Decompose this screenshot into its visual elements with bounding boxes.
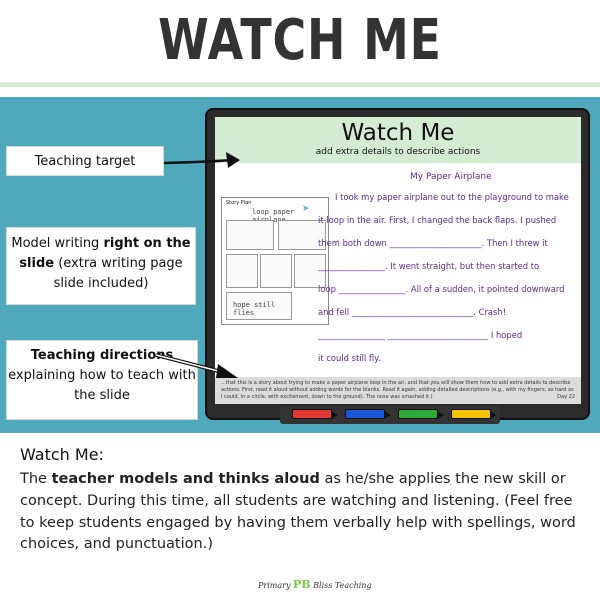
paper-airplane-icon: ➤: [302, 204, 310, 214]
callout-teaching-target: [6, 146, 164, 176]
callout-model-prefix: Model writing: [11, 236, 104, 251]
section-body-prefix: The: [20, 471, 52, 487]
marker-icon: [345, 409, 385, 419]
brand-logo: [258, 578, 372, 591]
callout-directions-rest: explaining how to teach with the slide: [8, 368, 196, 404]
section-body-bold: teacher models and thinks aloud: [51, 471, 320, 487]
callout-directions-bold: Teaching directions: [30, 348, 174, 363]
story-title: My Paper Airplane: [410, 172, 492, 182]
divider: [0, 82, 600, 87]
callout-teaching-target-text: Teaching target: [34, 154, 136, 169]
thumbnail-box: [226, 254, 258, 288]
callout-model-writing: [6, 227, 196, 305]
slide-teaching-directions: [215, 377, 581, 404]
marker-icon: [451, 409, 491, 419]
story-line: loop ________________. All of a sudden, it pointed downward: [318, 284, 565, 294]
brand-prefix: Primary: [258, 581, 291, 590]
thumbnail-box: [226, 220, 274, 250]
slide-screen: [215, 117, 581, 404]
marker-icon: [292, 409, 332, 419]
day-badge: Day 22: [557, 394, 575, 401]
thumbnail-box: [294, 254, 326, 288]
thumbnail-handwriting: loop paper: [252, 208, 295, 216]
callout-teaching-directions: [6, 340, 198, 420]
section-body: [20, 469, 585, 556]
brand-suffix: Bliss Teaching: [313, 581, 372, 590]
slide-title: Watch Me: [341, 120, 455, 146]
callout-model-bold: right on the slide: [19, 236, 191, 272]
section-body-rest: as he/she applies the new skill or concept. During this time, all students are watching and listening. (Feel free to keep students engaged by having them verbally help with spellings, word choices, and punctuation.): [20, 471, 576, 553]
marker-icon: [398, 409, 438, 419]
story-line: ________________ ________________________ I hoped: [318, 330, 523, 340]
story-line: and fell _____________________________. Crash!: [318, 307, 507, 317]
story-line: I took my paper airplane out to the playground to make: [335, 192, 569, 202]
slide-footer-text: ...that this is a story about trying to make a paper airplane loop in the air, and that you will show them how to add extra details to describe actions. First, read it aloud without adding words for the blanks. Read it again, adding detailed descriptions (e.g., with my fingers, as hard as I could, in a circle, with excitement, down to the ground). The nose was smashed it.): [221, 380, 574, 400]
thumbnail-label: Story Plan: [226, 200, 252, 206]
thumbnail-bottom-note: hope still flies: [233, 301, 276, 317]
story-line: it loop in the air. First, I changed the back flaps. I pushed: [318, 215, 557, 225]
story-line: ________________. It went straight, but then started to: [318, 261, 540, 271]
thumbnail-box: [226, 292, 292, 320]
section-heading: Watch Me:: [20, 445, 104, 464]
page-title: WATCH ME: [158, 8, 442, 73]
story-line: them both down ______________________. Then I threw it: [318, 238, 548, 248]
story-line: it could still fly.: [318, 353, 381, 363]
worksheet-thumbnail: [221, 197, 329, 325]
thumbnail-box: [260, 254, 292, 288]
slide-subtitle: add extra details to describe actions: [315, 147, 481, 157]
slide-header: [215, 117, 581, 163]
callout-model-suffix: (extra writing page slide included): [53, 256, 183, 292]
brand-mark: PB: [293, 578, 311, 591]
